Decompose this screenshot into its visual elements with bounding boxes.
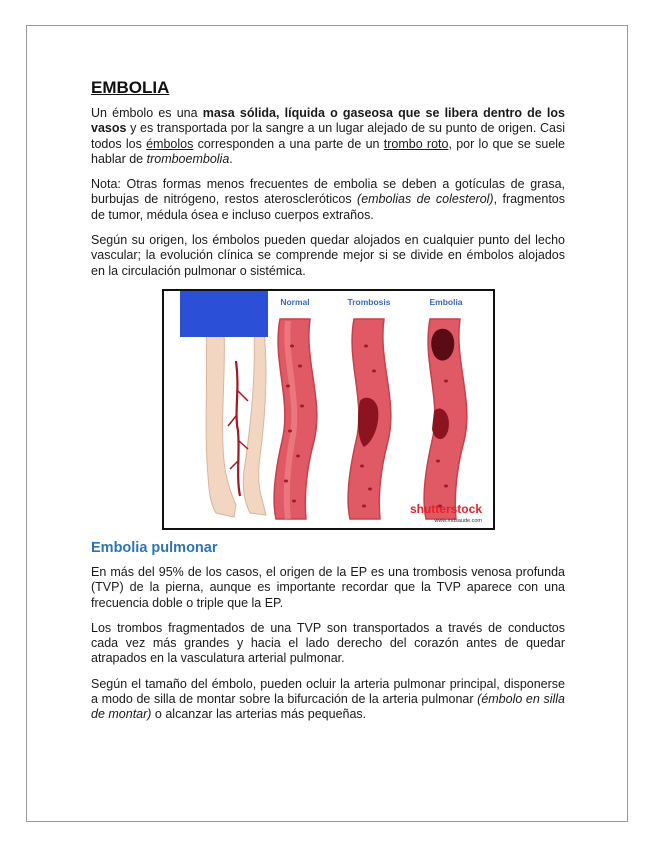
vessel-trombosis [348,319,391,519]
paragraph-note: Nota: Otras formas menos frecuentes de embolia se deben a gotículas de grasa, burbujas de nitrógeno, restos ateroscleróticos (embolias de colesterol), fragmentos de tumor, médula ósea e incluso cuerpos extraños. [91,177,565,222]
document-title: EMBOLIA [91,78,170,97]
shorts-shape [180,291,268,337]
vessel-embolia [424,319,467,519]
watermark-logo: shutterstock [409,501,482,516]
watermark-url: www.mdsaude.com [433,517,482,524]
vessel-normal [274,319,317,519]
paragraph-definition: Un émbolo es una masa sólida, líquida o gaseosa que se libera dentro de los vasos y es transportada por la sangre a un lugar alejado de su punto de origen. Casi todos los émbolos corresponden a una parte de un trombo roto, por lo que se suele hablar de tromboembolia. [91,106,566,166]
section-heading: Embolia pulmonar [91,539,218,556]
paragraph-transport: Los trombos fragmentados de una TVP son transportados a través de conductos cada vez más grandes y hacia el lado derecho del corazón antes de quedar atrapados en la vasculatura arterial pulmonar. [91,620,565,666]
paragraph-origin: Según su origen, los émbolos pueden quedar alojados en cualquier punto del lecho vascular; la evolución clínica se comprende mejor si se divide en émbolos alojados en la circulación pulmonar o sistémica. [91,233,565,278]
label-normal: Normal [279,296,310,307]
paragraph-size: Según el tamaño del émbolo, pueden ocluir la arteria pulmonar principal, disponerse a modo de silla de montar sobre la bifurcación de la arteria pulmonar (émbolo en silla de montar) o alcanzar las arterias más pequeñas. [91,676,565,722]
label-trombosis: Trombosis [347,296,390,307]
legs-illustration [186,331,266,517]
document-content [91,78,565,733]
paragraph-ep-origin: En más del 95% de los casos, el origen de la EP es una trombosis venosa profunda (TVP) de la pierna, aunque es importante recordar que la TVP aparece con una frecuencia doble o triple que la EP. [91,564,565,610]
embolism-illustration [162,289,495,530]
label-embolia: Embolia [428,296,463,307]
